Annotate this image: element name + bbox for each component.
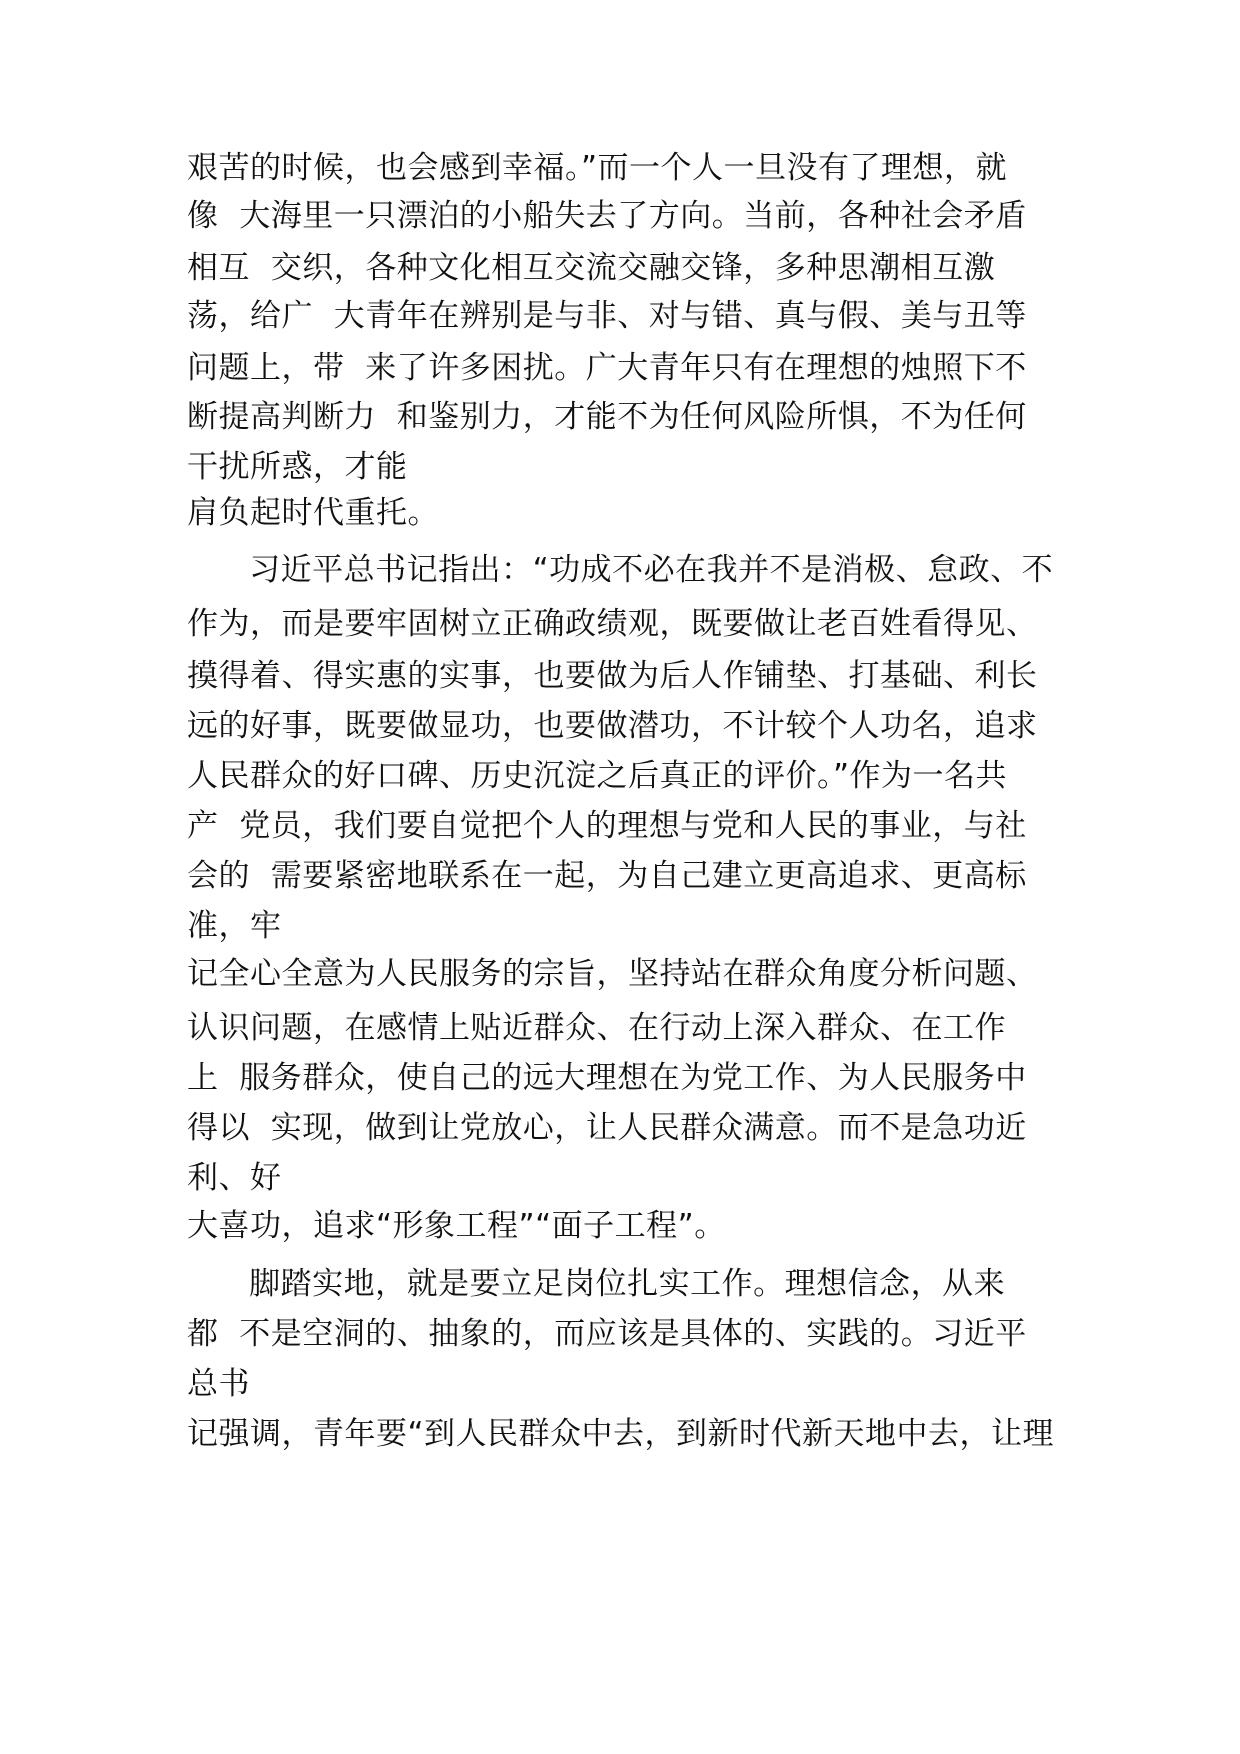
- text-line: 总书: [187, 1366, 250, 1402]
- text-line: 相互 交织，各种文化相互交流交融交锋，多种思潮相互激: [187, 250, 996, 286]
- text-line: 作为，而是要牢固树立正确政绩观，既要做让老百姓看得见、: [187, 606, 1038, 642]
- text-line: 利、好: [187, 1160, 282, 1196]
- text-line: 都 不是空洞的、抽象的，而应该是具体的、实践的。习近平: [187, 1316, 1027, 1352]
- text-line: 会的 需要紧密地联系在一起，为自己建立更高追求、更高标: [187, 858, 1027, 894]
- text-line: 脚踏实地，就是要立足岗位扎实工作。理想信念，从来: [187, 1266, 1006, 1302]
- text-line: 习近平总书记指出：“功成不必在我并不是消极、怠政、不: [187, 552, 1054, 588]
- text-line: 摸得着、得实惠的实事，也要做为后人作铺垫、打基础、利长: [187, 658, 1038, 694]
- text-line: 产 党员，我们要自觉把个人的理想与党和人民的事业，与社: [187, 808, 1027, 844]
- text-line: 问题上，带 来了许多困扰。广大青年只有在理想的烛照下不: [187, 350, 1027, 386]
- text-line: 大喜功，追求“形象工程”“面子工程”。: [187, 1208, 726, 1244]
- text-line: 荡，给广 大青年在辨别是与非、对与错、真与假、美与丑等: [187, 298, 1027, 334]
- text-line: 得以 实现，做到让党放心，让人民群众满意。而不是急功近: [187, 1110, 1027, 1146]
- text-line: 像 大海里一只漂泊的小船失去了方向。当前，各种社会矛盾: [187, 198, 1027, 234]
- text-line: 记强调，青年要“到人民群众中去，到新时代新天地中去，让理: [187, 1416, 1055, 1452]
- text-line: 上 服务群众，使自己的远大理想在为党工作、为人民服务中: [187, 1060, 1027, 1096]
- text-line: 艰苦的时候，也会感到幸福。”而一个人一旦没有了理想，就: [187, 150, 1008, 186]
- text-line: 认识问题，在感情上贴近群众、在行动上深入群众、在工作: [187, 1010, 1006, 1046]
- text-line: 干扰所惑，才能: [187, 449, 408, 485]
- text-line: 人民群众的好口碑、历史沉淀之后真正的评价。”作为一名共: [187, 758, 1008, 794]
- text-line: 记全心全意为人民服务的宗旨，坚持站在群众角度分析问题、: [187, 956, 1038, 992]
- text-line: 断提高判断力 和鉴别力，才能不为任何风险所惧，不为任何: [187, 399, 1027, 435]
- text-line: 准，牢: [187, 908, 282, 944]
- text-line: 远的好事，既要做显功，也要做潜功，不计较个人功名，追求: [187, 708, 1038, 744]
- text-line: 肩负起时代重托。: [187, 495, 439, 531]
